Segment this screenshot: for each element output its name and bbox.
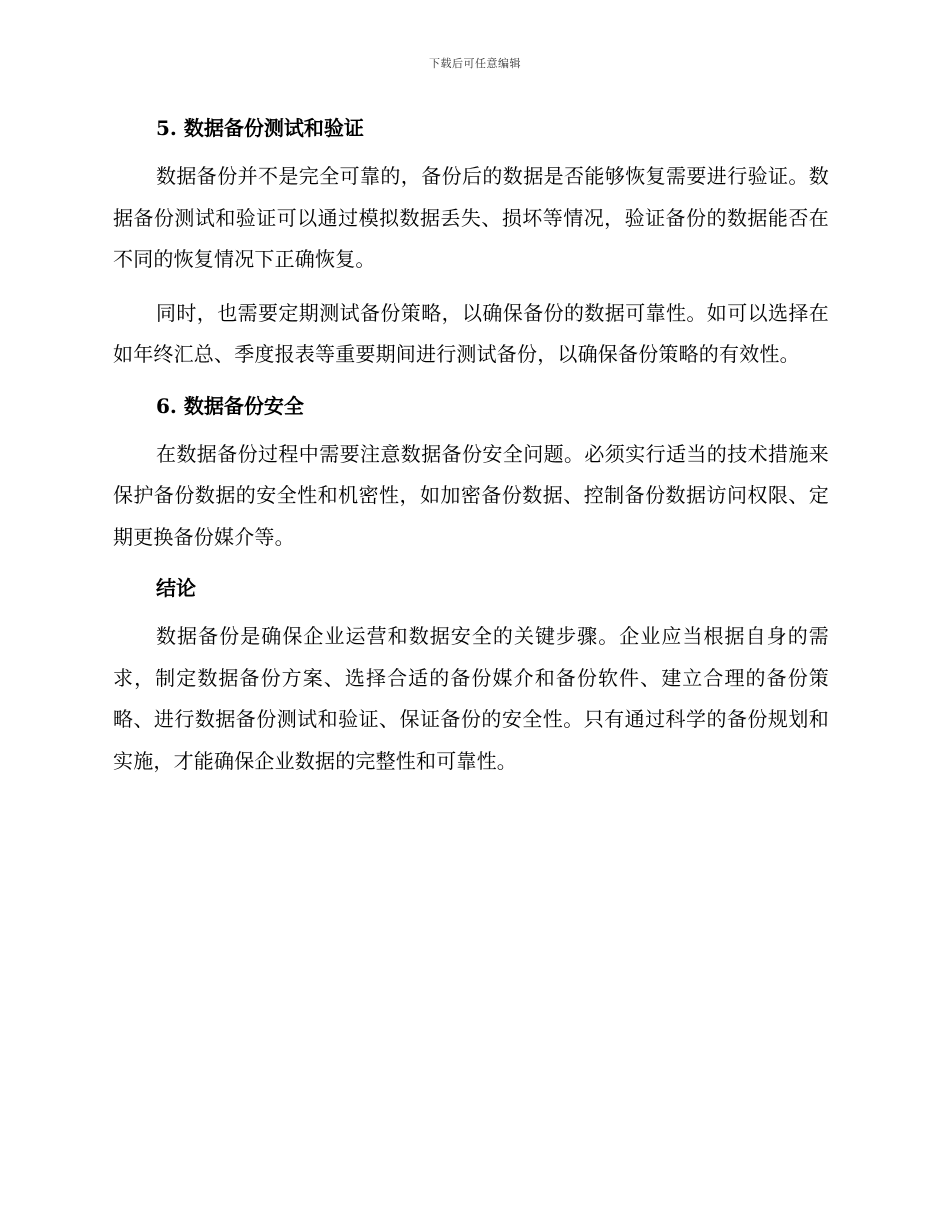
- section-heading-backup-security: 6. 数据备份安全: [156, 393, 304, 418]
- paragraph-conclusion-1: 数据备份是确保企业运营和数据安全的关键步骤。企业应当根据自身的需求，制定数据备份方案、选择合适的备份媒介和备份软件、建立合理的备份策略、进行数据备份测试和验证、保证备份的安全性。只有通过科学的备份规划和实施，才能确保企业数据的完整性和可靠性。: [113, 624, 829, 773]
- paragraph-backup-security-1: 在数据备份过程中需要注意数据备份安全问题。必须实行适当的技术措施来保护备份数据的安全性和机密性，如加密备份数据、控制备份数据访问权限、定期更换备份媒介等。: [113, 441, 829, 549]
- page-header-note: 下载后可任意编辑: [429, 57, 521, 70]
- section-heading-backup-testing: 5. 数据备份测试和验证: [156, 116, 364, 140]
- section-heading-conclusion: 结论: [156, 576, 196, 600]
- paragraph-backup-testing-1: 数据备份并不是完全可靠的，备份后的数据是否能够恢复需要进行验证。数据备份测试和验证可以通过模拟数据丢失、损坏等情况，验证备份的数据能否在不同的恢复情况下正确恢复。: [113, 164, 829, 271]
- paragraph-backup-testing-2: 同时，也需要定期测试备份策略，以确保备份的数据可靠性。如可以选择在如年终汇总、季度报表等重要期间进行测试备份，以确保备份策略的有效性。: [113, 300, 829, 366]
- document-body: [113, 110, 829, 794]
